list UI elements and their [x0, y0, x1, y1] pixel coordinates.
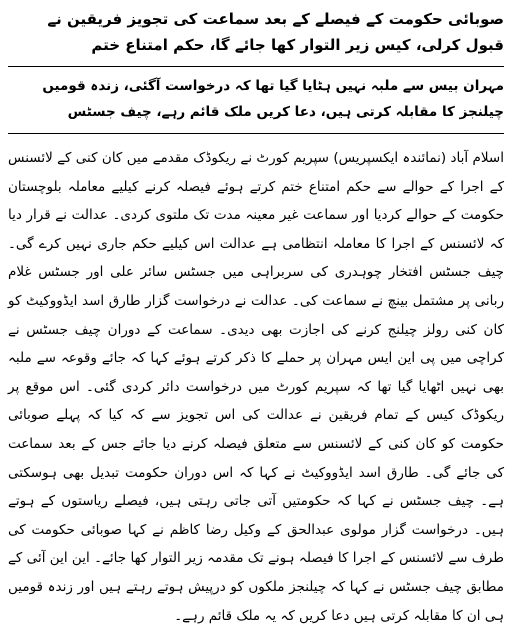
headline-divider — [8, 66, 504, 67]
subheadline-divider — [8, 133, 504, 134]
article-body: اسلام آباد (نمائندہ ایکسپریس) سپریم کورٹ نے ریکوڈک مقدمے میں کان کنی کے لائسنس کے اجرا کے حوالے سے حکم امتناع ختم کرتے ہوئے فیصلہ کرنے کیلیے معاملہ بلوچستان حکومت کے حوالے کردیا اور سماعت غیر معینہ مدت تک ملتوی کردی۔ عدالت نے قرار دیا کہ لائسنس کے اجرا کا معاملہ انتظامی ہے عدالت اس کیلیے حکم جاری نہیں کرے گی۔ چیف جسٹس افتخار چوہدری کی سربراہی میں جسٹس سائر علی اور جسٹس غلام ربانی پر مشتمل بینچ نے سماعت کی۔ عدالت نے درخواست گزار طارق اسد ایڈووکیٹ کو کان کنی رولز چیلنج کرنے کی اجازت بھی دیدی۔ سماعت کے دوران چیف جسٹس نے کراچی میں پی این ایس مہران پر حملے کا ذکر کرتے ہوئے کہا کہ جائے وقوعہ سے ملبہ بھی نہیں اٹھایا گیا تھا کہ سپریم کورٹ میں درخواست دائر کردی گئی۔ اس موقع پر ریکوڈک کیس کے تمام فریقین نے عدالت کی اس تجویز سے کہ کیا کہ پہلے صوبائی حکومت کو کان کنی کے لائسنس سے متعلق فیصلہ کرنے دیا جائے جس کے بعد سماعت کی جائے گی۔ طارق اسد ایڈووکیٹ نے کہا کہ اس دوران حکومت تبدیل بھی ہوسکتی ہے۔ چیف جسٹس نے کہا کہ حکومتیں آتی جاتی رہتی ہیں، فیصلے ریاستوں کے ہوتے ہیں۔ درخواست گزار مولوی عبدالحق کے وکیل رضا کاظم نے کہا صوبائی حکومت کی طرف سے لائسنس کے اجرا کا فیصلہ ہونے تک مقدمہ زیر التوار کھا جائے۔ این این آئی کے مطابق چیف جسٹس نے کہا کہ چیلنجز ملکوں کو درپیش ہوتے رہتے ہیں اور زندہ قومیں ہی ان کا مقابلہ کرتی ہیں دعا کریں کہ یہ ملک قائم رہے۔ — [8, 150, 504, 624]
article-subheadline: مہران بیس سے ملبہ نہیں ہٹایا گیا تھا کہ درخواست آگئی، زندہ قومیں چیلنجز کا مقابلہ کرتی ہیں، دعا کریں ملک قائم رہے، چیف جسٹس — [42, 78, 504, 120]
article-headline: صوبائی حکومت کے فیصلے کے بعد سماعت کی تجویز فریقین نے قبول کرلی، کیس زیر التوار کھا جائے گا، حکم امتناع ختم — [47, 10, 504, 54]
